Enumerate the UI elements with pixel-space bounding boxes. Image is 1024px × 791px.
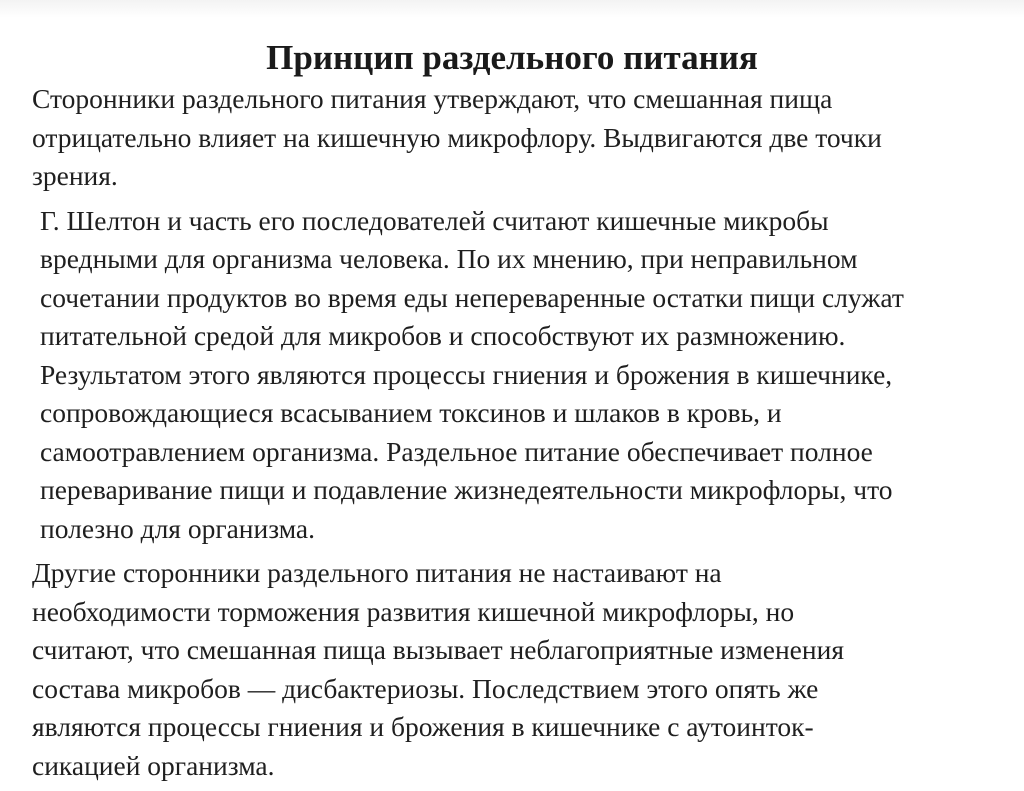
- text-line: считают, что смешанная пища вызывает неблагоприятные изменения: [32, 634, 844, 665]
- paragraph-shelton: [32, 202, 1022, 549]
- paragraph-intro: [32, 80, 1022, 196]
- text-line: являются процессы гниения и брожения в кишечнике с аутоинток-: [32, 711, 814, 742]
- text-line: необходимости торможения развития кишечной микрофлоры, но: [32, 595, 795, 627]
- text-line: состава микробов — дисбактериозы. Последствием этого опять же: [32, 672, 819, 704]
- slide-body: [32, 80, 1022, 791]
- text-line: Г. Шелтон и часть его последователей считают кишечные микробы: [40, 204, 829, 236]
- text-line: Результатом этого являются процессы гниения и брожения в кишечнике,: [40, 358, 893, 390]
- text-line: сикацией организма.: [32, 749, 275, 781]
- paragraph-others: [32, 554, 1022, 785]
- text-line: отрицательно влияет на кишечную микрофлору. Выдвигаются две точки: [32, 121, 882, 153]
- text-line: вредными для организма человека. По их мнению, при неправильном: [40, 243, 858, 274]
- text-line: зрения.: [32, 160, 118, 191]
- slide-title: Принцип раздельного питания: [266, 38, 758, 77]
- text-line: переваривание пищи и подавление жизнедеятельности микрофлоры, что: [40, 474, 893, 505]
- text-line: сочетании продуктов во время еды непереваренные остатки пищи служат: [40, 281, 904, 313]
- text-line: питательной средой для микробов и способствуют их размножению.: [40, 320, 846, 351]
- text-line: полезно для организма.: [40, 512, 315, 544]
- text-line: Другие сторонники раздельного питания не настаивают на: [32, 557, 722, 588]
- text-line: Сторонники раздельного питания утверждают, что смешанная пища: [32, 83, 833, 114]
- text-line: сопровождающиеся всасыванием токсинов и шлаков в кровь, и: [40, 397, 782, 428]
- text-line: самоотравлением организма. Раздельное питание обеспечивает полное: [40, 435, 873, 467]
